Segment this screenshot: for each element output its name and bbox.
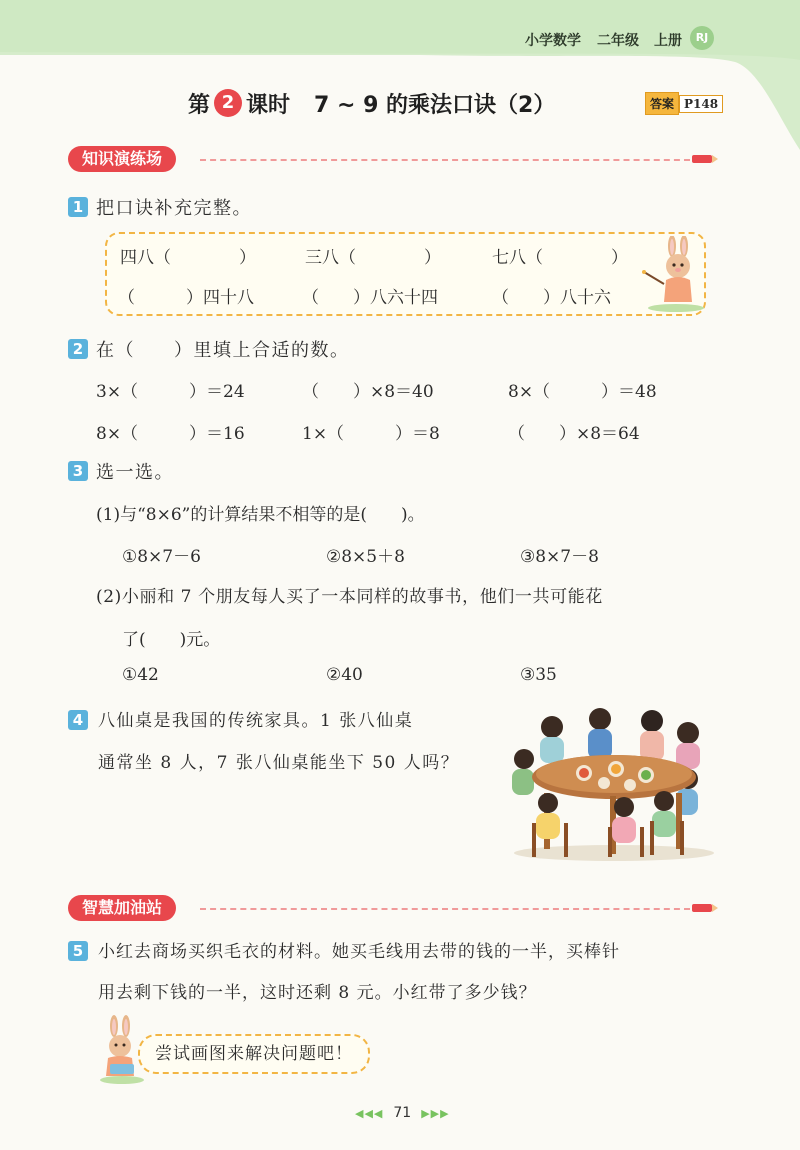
choice-option[interactable]: ①42 (122, 665, 159, 685)
question-number-5: 5 (68, 941, 88, 961)
lesson-number-badge: 2 (214, 89, 242, 117)
rabbit-teacher-illustration (640, 236, 712, 312)
question-3-part-2-line-2: 了( )元。 (122, 630, 221, 650)
section-divider (200, 908, 690, 910)
answer-page: P148 (679, 95, 723, 113)
recitation-blank[interactable]: （ ）八十六 (492, 288, 611, 308)
recitation-blank[interactable]: 七八（ ） (492, 248, 628, 268)
question-3-prompt: 选一选。 (96, 462, 174, 483)
fill-blank-equation[interactable]: 3×（ ）＝24 (96, 382, 245, 402)
question-5-line-1: 小红去商场买织毛衣的材料。她买毛线用去带的钱的一半，买棒针 (98, 942, 620, 962)
question-4-line-1: 八仙桌是我国的传统家具。1 张八仙桌 (98, 711, 414, 731)
volume-label: 上册 (654, 33, 682, 49)
lesson-topic: 7 ~ 9 的乘法口诀（2） (314, 92, 556, 118)
section-banner-practice: 知识演练场 (68, 146, 176, 172)
recitation-blank[interactable]: 三八（ ） (305, 248, 441, 268)
header-band (0, 0, 800, 150)
arrows-left-icon: ◀◀◀ (355, 1106, 384, 1120)
choice-option[interactable]: ③8×7－8 (520, 547, 599, 567)
recitation-blank[interactable]: （ ）八六十四 (302, 288, 438, 308)
question-2-prompt: 在（ ）里填上合适的数。 (96, 340, 350, 361)
section-divider (200, 159, 690, 161)
lesson-prefix: 第 (188, 92, 211, 118)
family-dinner-illustration (504, 703, 722, 863)
question-number-2: 2 (68, 339, 88, 359)
lesson-suffix: 课时 (246, 92, 291, 118)
choice-option[interactable]: ②40 (326, 665, 363, 685)
fill-blank-equation[interactable]: 8×（ ）＝48 (508, 382, 657, 402)
page-footer (355, 1105, 450, 1121)
fill-blank-equation[interactable]: 1×（ ）＝8 (302, 424, 440, 444)
section-banner-challenge: 智慧加油站 (68, 895, 176, 921)
question-3-part-2-line-1: (2)小丽和 7 个朋友每人买了一本同样的故事书，他们一共可能花 (96, 587, 603, 607)
choice-option[interactable]: ③35 (520, 665, 557, 685)
answer-label: 答案 (645, 92, 679, 115)
choice-option[interactable]: ①8×7－6 (122, 547, 201, 567)
fill-blank-equation[interactable]: （ ）×8＝40 (302, 382, 434, 402)
question-3-part-1: (1)与“8×6”的计算结果不相等的是( )。 (96, 505, 425, 525)
lesson-title (188, 86, 555, 120)
grade-label: 二年级 (597, 33, 639, 49)
hint-bubble: 尝试画图来解决问题吧！ (138, 1034, 370, 1074)
question-4-line-2: 通常坐 8 人，7 张八仙桌能坐下 50 人吗？ (98, 753, 460, 773)
recitation-blank[interactable]: （ ）四十八 (118, 288, 254, 308)
page-number: 71 (393, 1105, 412, 1121)
answer-reference (645, 92, 723, 115)
pencil-icon (692, 155, 718, 163)
recitation-blank[interactable]: 四八（ ） (120, 248, 256, 268)
question-number-3: 3 (68, 461, 88, 481)
question-5-line-2: 用去剩下钱的一半，这时还剩 8 元。小红带了多少钱？ (98, 983, 537, 1003)
subject-label: 小学数学 (525, 33, 581, 49)
arrows-right-icon: ▶▶▶ (421, 1106, 450, 1120)
fill-blank-equation[interactable]: 8×（ ）＝16 (96, 424, 245, 444)
pencil-icon (692, 904, 718, 912)
fill-blank-equation[interactable]: （ ）×8＝64 (508, 424, 640, 444)
choice-option[interactable]: ②8×5＋8 (326, 547, 405, 567)
question-number-1: 1 (68, 197, 88, 217)
question-number-4: 4 (68, 710, 88, 730)
edition-badge: RJ (690, 26, 714, 50)
question-1-prompt: 把口诀补充完整。 (96, 198, 252, 219)
